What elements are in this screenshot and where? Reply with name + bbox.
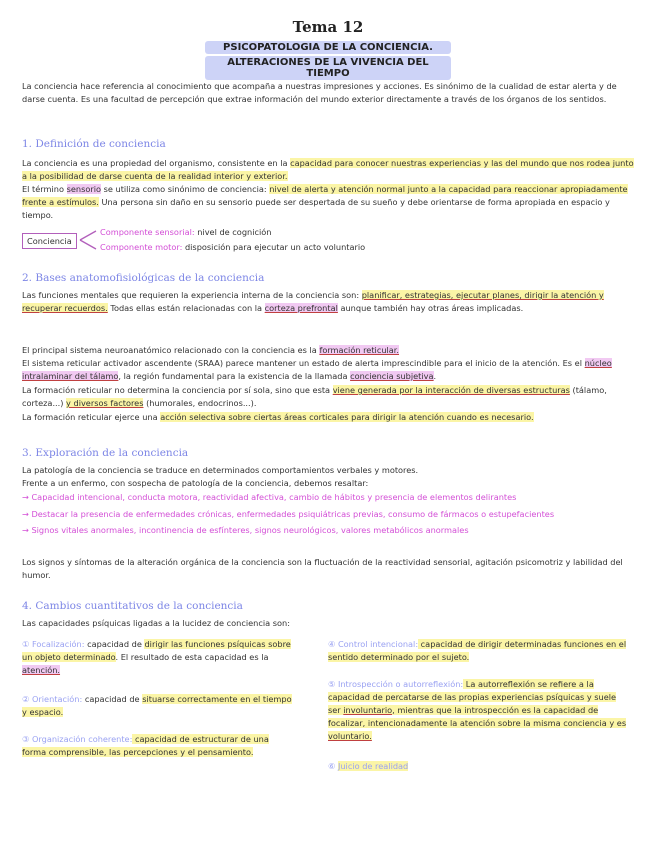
s2-p3-d: conciencia subjetiva — [350, 371, 434, 381]
section-4-heading: 4. Cambios cuantitativos de la conciencia — [22, 600, 243, 612]
s3-paragraph-3: Los signos y síntomas de la alteración orgánica de la conciencia son la fluctuación de la reactividad sensorial, agitación psicomotriz y labilidad del humor. — [22, 557, 623, 580]
s2-p3-a: El sistema reticular activador ascendente (SRAA) parece mantener un estado de alerta imprescindible para el inicio de la atención. Es el — [22, 358, 585, 368]
item-3-label: Organización coherente: — [31, 734, 133, 744]
item-1-highlight: dirigir las funciones psíquicas sobre un objeto determinado — [22, 639, 291, 662]
s2-p1-a: Las funciones mentales que requieren la experiencia interna de la conciencia son: — [22, 290, 362, 300]
s3-paragraph-2: Frente a un enfermo, con sospecha de patología de la conciencia, debemos resaltar: — [22, 478, 369, 488]
s2-p4-b: viene generada por la interacción de diversas estructuras — [332, 385, 570, 395]
component-sensorial — [100, 226, 600, 239]
s2-p1-d: corteza prefrontal — [264, 303, 338, 313]
s4-item-orientacion — [22, 693, 294, 719]
s2-paragraph-4 — [22, 384, 634, 410]
page-title: Tema 12 — [292, 18, 364, 36]
item-5-text-c: , mientras que la introspección es la capacidad de focalizar, intencionadamente la atención sobre la misma conciencia y es — [328, 705, 627, 728]
s2-p4-d: y diversos factores — [66, 398, 144, 408]
s1-p2-highlight: nivel de alerta y atención normal junto a la capacidad para reaccionar apropiadamente frente a estímulos. — [22, 184, 628, 207]
comp2-label: Componente motor: — [100, 242, 183, 252]
s4-item-juicio — [328, 760, 628, 773]
item-1-text-c: . El resultado de esta capacidad es la — [115, 652, 269, 662]
s2-p1-e: aunque también hay otras áreas implicadas. — [337, 303, 524, 313]
comp1-label: Componente sensorial: — [100, 227, 195, 237]
s4-item-focalizacion — [22, 638, 294, 677]
s2-p3-e: . — [433, 371, 437, 381]
item-4-number: ④ — [328, 639, 338, 649]
s2-p2-a: El principal sistema neuroanatómico relacionado con la conciencia es la — [22, 345, 320, 355]
s2-paragraph-1 — [22, 289, 634, 315]
item-4-text: capacidad de dirigir determinadas funciones en el sentido determinado por el sujeto. — [328, 639, 627, 662]
s2-p4-a: La formación reticular no determina la conciencia por sí sola, sino que esta — [22, 385, 333, 395]
item-5-text-a: La autorreflexión se refiere a la capacidad de percatarse de las propias experiencias psíquicas y suele ser — [328, 679, 617, 715]
s2-p1-b: planificar, estrategias, ejecutar planes, dirigir la atención y recuperar recuerdos. — [22, 290, 604, 313]
s2-p4-e: (humorales, endocrinos...). — [143, 398, 257, 408]
item-5-number: ⑤ — [328, 679, 338, 689]
item-1-label: Focalización: — [31, 639, 85, 649]
item-3-text: capacidad de estructurar de una forma comprensible, las percepciones y el pensamiento. — [22, 734, 269, 757]
s1-paragraph-2 — [22, 183, 634, 222]
s2-p5-b: acción selectiva sobre ciertas áreas corticales para dirigir la atención cuando es necesario. — [160, 412, 534, 422]
concept-box-conciencia: Conciencia — [22, 233, 77, 249]
s2-p1-c: Todas ellas están relacionadas con la — [107, 303, 265, 313]
s2-p4-c: (tálamo, corteza...) — [22, 385, 607, 408]
item-5-term-2: voluntario. — [328, 731, 372, 741]
s2-p5-a: La formación reticular ejerce una — [22, 412, 161, 422]
item-1-number: ① — [22, 639, 32, 649]
s1-p2-term: sensorio — [66, 184, 101, 194]
item-5-label: Introspección o autorreflexión: — [337, 679, 464, 689]
s3-bullet-1: → Capacidad intencional, conducta motora, reactividad afectiva, cambio de hábitos y presencia de elementos delirantes — [22, 492, 517, 502]
s4-item-control — [328, 638, 628, 664]
s1-p1-text: La conciencia es una propiedad del organismo, consistente en la — [22, 158, 291, 168]
subtitle-line-1: PSICOPATOLOGIA DE LA CONCIENCIA. — [205, 41, 451, 54]
item-2-number: ② — [22, 694, 32, 704]
item-4-label: Control intencional: — [337, 639, 419, 649]
section-2-heading: 2. Bases anatomofisiológicas de la conciencia — [22, 272, 265, 284]
item-2-label: Orientación: — [31, 694, 83, 704]
item-2-highlight: situarse correctamente en el tiempo y espacio. — [22, 694, 292, 717]
s1-paragraph-1 — [22, 157, 634, 183]
item-3-number: ③ — [22, 734, 32, 744]
s3-bullet-2: → Destacar la presencia de enfermedades crónicas, enfermedades psiquiátricas previas, consumo de fármacos o estupefacientes — [22, 509, 555, 519]
branch-connector-icon — [78, 226, 100, 254]
s4-intro: Las capacidades psíquicas ligadas a la lucidez de conciencia son: — [22, 618, 290, 628]
s4-item-introspeccion — [328, 678, 628, 743]
s2-p3-b: núcleo intralaminar del tálamo — [22, 358, 612, 381]
intro-paragraph: La conciencia hace referencia al conocimiento que acompaña a nuestras impresiones y acciones. Es sinónimo de la cualidad de estar alerta y de darse cuenta. Es una facultad de percepción que extrae información del mundo exterior directamente a través de los órganos de los sentidos. — [22, 81, 617, 104]
s2-paragraph-5 — [22, 411, 634, 424]
s1-p2-text-c: se utiliza como sinónimo de conciencia: — [101, 184, 270, 194]
component-motor — [100, 241, 600, 254]
s2-p2-b: formación reticular. — [319, 345, 400, 355]
item-1-term: atención. — [22, 665, 61, 675]
s3-bullet-3: → Signos vitales anormales, incontinencia de esfínteres, signos neurológicos, valores metabólicos anormales — [22, 525, 469, 535]
item-5-term-1: involuntario — [343, 705, 393, 715]
s2-p3-c: , la región fundamental para la existencia de la llamada — [118, 371, 351, 381]
s1-p2-text-e: Una persona sin daño en su sensorio puede ser despertada de su sueño y debe orientarse de forma apropiada en espacio y tiempo. — [22, 197, 610, 220]
comp2-text: disposición para ejecutar un acto voluntario — [182, 242, 366, 252]
item-2-text-a: capacidad de — [82, 694, 143, 704]
s4-item-organizacion — [22, 733, 294, 759]
s2-paragraph-3 — [22, 357, 634, 383]
s1-p2-text-a: El término — [22, 184, 67, 194]
subtitle-line-2: ALTERACIONES DE LA VIVENCIA DEL TIEMPO — [205, 56, 451, 80]
section-3-heading: 3. Exploración de la conciencia — [22, 447, 189, 459]
item-6-label: Juicio de realidad — [337, 761, 409, 771]
s3-paragraph-1: La patología de la conciencia se traduce en determinados comportamientos verbales y motores. — [22, 465, 419, 475]
s2-paragraph-2 — [22, 344, 634, 357]
item-1-text-a: capacidad de — [84, 639, 145, 649]
s1-p1-highlight: capacidad para conocer nuestras experiencias y las del mundo que nos rodea junto a la posibilidad de darse cuenta de la realidad interior y exterior. — [22, 158, 634, 181]
section-1-heading: 1. Definición de conciencia — [22, 138, 166, 150]
item-6-number: ⑥ — [328, 761, 338, 771]
comp1-text: nivel de cognición — [194, 227, 272, 237]
